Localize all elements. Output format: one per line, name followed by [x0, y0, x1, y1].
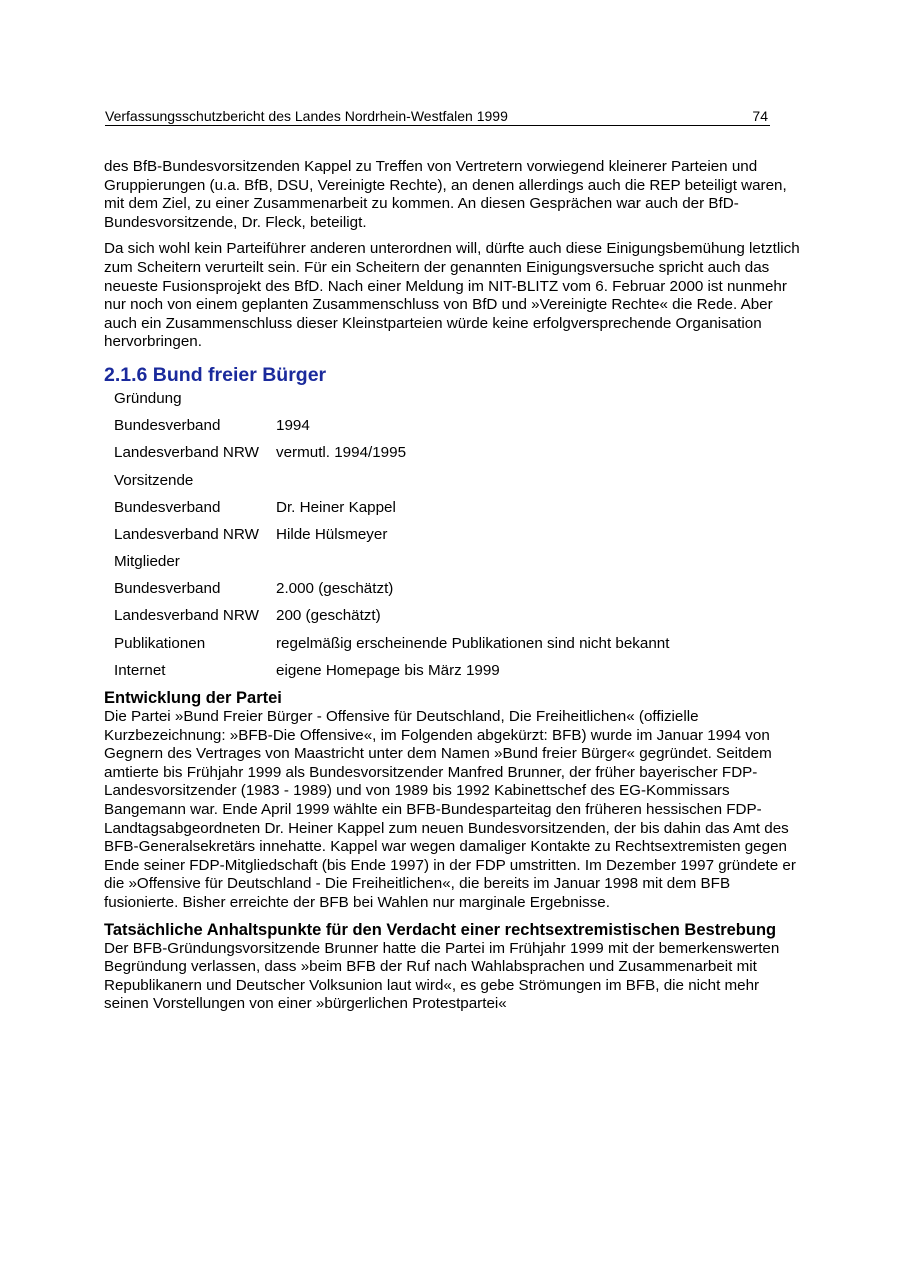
development-heading: Entwicklung der Partei — [104, 689, 282, 707]
internet-label: Internet — [114, 661, 166, 679]
chairs-federal-value: Dr. Heiner Kappel — [276, 498, 396, 516]
evidence-heading: Tatsächliche Anhaltspunkte für den Verdacht einer rechtsextremistischen Bestrebung — [104, 920, 777, 939]
page-content — [104, 158, 804, 1022]
chairs-label: Vorsitzende — [114, 471, 194, 489]
internet-value: eigene Homepage bis März 1999 — [276, 661, 500, 679]
page-header — [105, 106, 770, 126]
development-text: Die Partei »Bund Freier Bürger - Offensive für Deutschland, Die Freiheitlichen« (offizielle Kurzbezeichnung: »BFB-Die Offensive«, im Folgenden abgekürzt: BFB) wurde im Januar 1994 von Gegnern des Vertrages von Maastricht unter dem Namen »Bund freier Bürger« gegründet. Seitdem amtierte bis Frühjahr 1999 als Bundesvorsitzender Manfred Brunner, der früher bayerischer FDP-Landesvorsitzender (1983 - 1989) und von 1989 bis 1992 Kabinettschef des EG-Kommissars Bangemann war. Ende April 1999 wählte ein BFB-Bundesparteitag den früheren hessischen FDP-Landtagsabgeordneten Dr. Heiner Kappel zum neuen Bundesvorsitzenden, der bis dahin das Amt des BFB-Generalsekretärs innehatte. Kappel war wegen damaliger Kontakte zu Rechtsextremisten gegen Ende seiner FDP-Mitgliedschaft (bis Ende 1997) in der FDP umstritten. Im Dezember 1997 gründete er die »Offensive für Deutschland - Die Freiheitlichen«, die bereits im Januar 1998 mit dem BFB fusionierte. Bisher erreichte der BFB bei Wahlen nur marginale Ergebnisse. — [104, 708, 796, 911]
founding-state-value: vermutl. 1994/1995 — [276, 444, 407, 462]
founding-label: Gründung — [114, 389, 182, 407]
founding-state-label: Landesverband NRW — [114, 444, 259, 462]
members-label: Mitglieder — [114, 553, 180, 571]
publications-label: Publikationen — [114, 634, 206, 652]
party-facts-table — [110, 390, 796, 689]
chairs-federal-label: Bundesverband — [114, 498, 221, 516]
publications-value: regelmäßig erscheinende Publikationen sind nicht bekannt — [276, 634, 670, 652]
members-state-value: 200 (geschätzt) — [276, 607, 381, 625]
intro-paragraph-1: des BfB-Bundesvorsitzenden Kappel zu Treffen von Vertretern vorwiegend kleinerer Parteien und Gruppierungen (u.a. BfB, DSU, Vereinigte Rechte), an denen allerdings auch die REP beteiligt waren, mit dem Ziel, zu einer Zusammenarbeit zu kommen. An diesen Gesprächen war auch der BfD-Bundesvorsitzende, Dr. Fleck, beteiligt. — [104, 158, 787, 231]
document-title: Verfassungsschutzbericht des Landes Nordrhein-Westfalen 1999 — [105, 108, 508, 124]
section-heading: 2.1.6 Bund freier Bürger — [104, 363, 327, 386]
members-state-label: Landesverband NRW — [114, 607, 259, 625]
page-number: 74 — [752, 108, 768, 124]
chairs-state-label: Landesverband NRW — [114, 525, 259, 543]
founding-federal-label: Bundesverband — [114, 417, 221, 435]
members-federal-label: Bundesverband — [114, 580, 221, 598]
members-federal-value: 2.000 (geschätzt) — [276, 580, 394, 598]
founding-federal-value: 1994 — [276, 417, 310, 435]
intro-paragraph-2: Da sich wohl kein Parteiführer anderen unterordnen will, dürfte auch diese Einigungsbemühung letztlich zum Scheitern verurteilt sein. Für ein Scheitern der genannten Einigungsversuche spricht auch das neueste Fusionsprojekt des BfD. Nach einer Meldung im NIT-BLITZ vom 6. Februar 2000 ist nunmehr nur noch von einem geplanten Zusammenschluss von BfD und »Vereinigte Rechte« die Rede. Aber auch ein Zusammenschluss dieser Kleinstparteien würde keine erfolgversprechende Organisation hervorbringen. — [104, 240, 800, 351]
evidence-text: Der BFB-Gründungsvorsitzende Brunner hatte die Partei im Frühjahr 1999 mit der bemerkenswerten Begründung verlassen, dass »beim BFB der Ruf nach Wahlabsprachen und Zusammenarbeit mit Republikanern und Deutscher Volksunion laut wird«, es gebe Strömungen im BFB, die nicht mehr seinen Vorstellungen von einer »bürgerlichen Protestpartei« — [104, 939, 780, 1013]
chairs-state-value: Hilde Hülsmeyer — [276, 525, 388, 543]
